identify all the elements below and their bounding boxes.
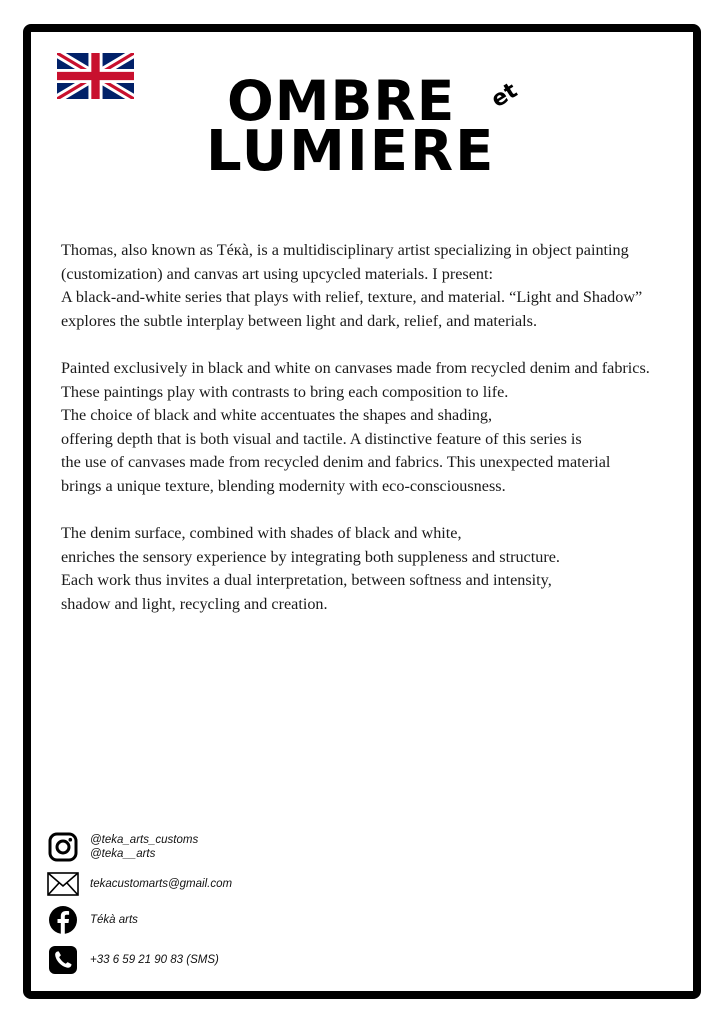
contact-instagram[interactable] bbox=[46, 830, 198, 864]
logo-word-lumiere: LUMIERE bbox=[206, 119, 496, 184]
text-line: Painted exclusively in black and white on canvases made from recycled denim and fabrics. bbox=[61, 359, 650, 377]
phone-icon bbox=[46, 943, 80, 977]
text-line: offering depth that is both visual and tactile. A distinctive feature of this series is bbox=[61, 429, 582, 448]
text-line: Thomas, also known as Téкà, is a multidisciplinary artist specializing in object painting bbox=[61, 241, 629, 259]
text-line: the use of canvases made from recycled denim and fabrics. This unexpected material bbox=[61, 453, 611, 471]
logo-ombre-et-lumiere bbox=[200, 69, 540, 184]
instagram-handle-2[interactable]: @teka__arts bbox=[90, 848, 156, 860]
instagram-handle-1[interactable]: @teka_arts_customs bbox=[90, 834, 199, 846]
text-line: shadow and light, recycling and creation. bbox=[61, 594, 328, 613]
facebook-name[interactable]: Tékà arts bbox=[90, 914, 138, 926]
paragraph-intro bbox=[61, 239, 691, 333]
text-line: explores the subtle interplay between light and dark, relief, and materials. bbox=[61, 311, 538, 330]
text-line: enriches the sensory experience by integrating both suppleness and structure. bbox=[61, 547, 560, 566]
instagram-icon bbox=[46, 830, 80, 864]
text-line: The choice of black and white accentuates the shapes and shading, bbox=[61, 406, 493, 424]
phone-number[interactable]: +33 6 59 21 90 83 (SMS) bbox=[90, 954, 219, 966]
instagram-handles bbox=[90, 833, 198, 861]
paragraph-denim bbox=[61, 522, 691, 616]
text-line: (customization) and canvas art using upcycled materials. I present: bbox=[61, 264, 493, 283]
text-line: The denim surface, combined with shades of black and white, bbox=[61, 524, 462, 542]
paragraph-technique bbox=[61, 357, 691, 498]
artist-statement bbox=[61, 239, 691, 640]
logo-word-ombre: OMBRE bbox=[227, 69, 456, 133]
logo-word-et: et bbox=[487, 78, 522, 113]
contact-facebook[interactable] bbox=[46, 903, 138, 937]
text-line: brings a unique texture, blending modernity with eco-consciousness. bbox=[61, 476, 506, 495]
contact-phone[interactable] bbox=[46, 943, 219, 977]
text-line: These paintings play with contrasts to bring each composition to life. bbox=[61, 382, 509, 401]
uk-flag-icon bbox=[57, 53, 134, 99]
contact-email[interactable] bbox=[46, 867, 232, 901]
mail-icon bbox=[46, 867, 80, 901]
facebook-icon bbox=[46, 903, 80, 937]
email-address[interactable]: tekacustomarts@gmail.com bbox=[90, 878, 233, 890]
text-line: A black-and-white series that plays with relief, texture, and material. “Light and Shadow” bbox=[61, 288, 643, 306]
text-line: Each work thus invites a dual interpretation, between softness and intensity, bbox=[61, 571, 552, 589]
